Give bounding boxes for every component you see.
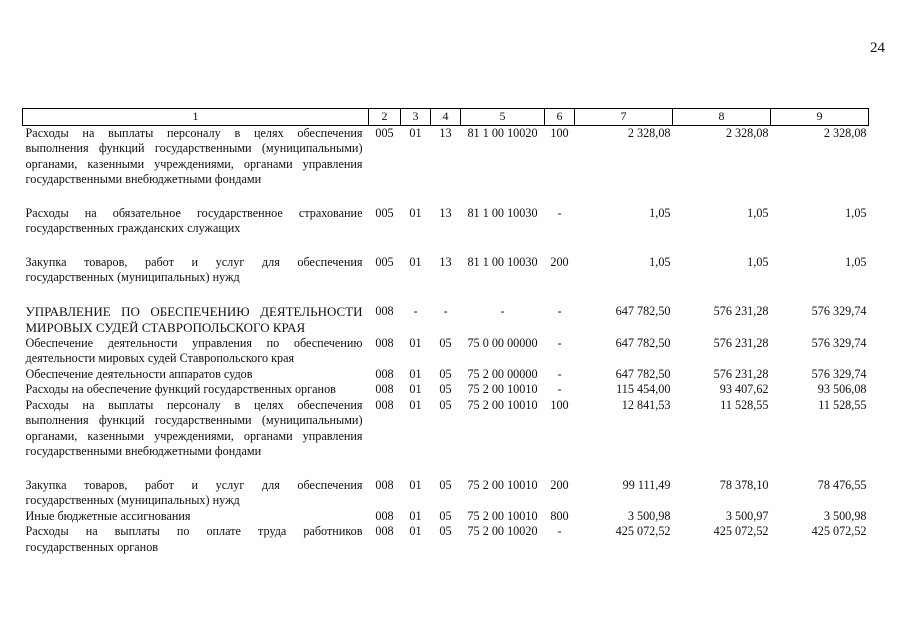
subsection-code: - <box>443 303 448 318</box>
section-code: 01 <box>409 254 422 269</box>
target-article-code: - <box>500 303 505 318</box>
expense-type-code: - <box>557 366 562 381</box>
subsection-code: 05 <box>439 524 452 538</box>
expense-type-code: 200 <box>550 477 569 492</box>
section-code: 01 <box>409 125 422 140</box>
table-row <box>23 509 869 525</box>
column-header-6: 6 <box>545 109 575 126</box>
table-header-row <box>23 109 869 126</box>
amount-col-8: 93 407,62 <box>719 382 769 396</box>
expense-type-code: - <box>557 524 562 538</box>
amount-col-9: 576 329,74 <box>811 366 867 381</box>
expense-type-code: 100 <box>550 397 569 412</box>
amount-col-7: 1,05 <box>649 205 671 220</box>
ministry-code: 008 <box>375 508 394 523</box>
table-row <box>23 125 869 188</box>
target-article-code: 81 1 00 10030 <box>467 254 538 269</box>
amount-col-7: 12 841,53 <box>621 397 671 412</box>
ministry-code: 008 <box>375 477 394 492</box>
table-row <box>23 367 869 383</box>
amount-col-9: 425 072,52 <box>811 524 867 538</box>
target-article-code: 81 1 00 10030 <box>467 205 538 220</box>
target-article-code: 75 0 00 00000 <box>467 335 538 350</box>
amount-col-7: 425 072,52 <box>615 524 671 538</box>
amount-col-9: 11 528,55 <box>818 397 867 412</box>
column-header-8: 8 <box>673 109 771 126</box>
amount-col-7: 99 111,49 <box>622 477 671 492</box>
ministry-code: 005 <box>375 125 394 140</box>
subsection-code: 05 <box>439 366 452 381</box>
row-name: Закупка товаров, работ и услуг для обеспечения государственных (муниципальных) нужд <box>25 254 363 284</box>
section-code: 01 <box>409 508 422 523</box>
amount-col-9: 576 329,74 <box>811 303 867 318</box>
subsection-code: 05 <box>439 382 452 396</box>
target-article-code: 81 1 00 10020 <box>467 125 538 140</box>
expense-type-code: 800 <box>550 508 569 523</box>
target-article-code: 75 2 00 10020 <box>467 524 538 538</box>
target-article-code: 75 2 00 10010 <box>467 477 538 492</box>
ministry-code: 008 <box>375 397 394 412</box>
row-name: Расходы на обеспечение функций государственных органов <box>25 382 336 396</box>
amount-col-9: 78 476,55 <box>817 477 867 492</box>
row-name: Иные бюджетные ассигнования <box>25 508 191 523</box>
subsection-code: 05 <box>439 508 452 523</box>
target-article-code: 75 2 00 10010 <box>467 382 538 396</box>
amount-col-8: 1,05 <box>747 254 769 269</box>
column-header-2: 2 <box>369 109 401 126</box>
table-row <box>23 382 869 398</box>
section-code: 01 <box>409 477 422 492</box>
ministry-code: 008 <box>375 335 394 350</box>
amount-col-9: 576 329,74 <box>811 335 867 350</box>
target-article-code: 75 2 00 10010 <box>467 508 538 523</box>
expense-type-code: - <box>557 205 562 220</box>
amount-col-8: 576 231,28 <box>713 366 769 381</box>
amount-col-7: 647 782,50 <box>615 335 671 350</box>
target-article-code: 75 2 00 10010 <box>467 397 538 412</box>
column-header-1: 1 <box>23 109 369 126</box>
table-row <box>23 460 869 509</box>
section-code: 01 <box>409 335 422 350</box>
table-row <box>23 286 869 336</box>
expense-type-code: - <box>557 382 562 396</box>
ministry-code: 008 <box>375 303 394 318</box>
ministry-code: 008 <box>375 524 394 538</box>
amount-col-8: 11 528,55 <box>720 397 769 412</box>
target-article-code: 75 2 00 00000 <box>467 366 538 381</box>
column-header-4: 4 <box>431 109 461 126</box>
row-name: Обеспечение деятельности управления по обеспечению деятельности мировых судей Ставропольского края <box>25 335 363 365</box>
amount-col-8: 576 231,28 <box>713 335 769 350</box>
amount-col-8: 78 378,10 <box>719 477 769 492</box>
table-row <box>23 524 869 555</box>
expense-type-code: 200 <box>550 254 569 269</box>
column-header-3: 3 <box>401 109 431 126</box>
row-name: Обеспечение деятельности аппаратов судов <box>25 366 253 381</box>
column-header-5: 5 <box>461 109 545 126</box>
ministry-code: 008 <box>375 382 394 396</box>
section-code: 01 <box>409 524 422 538</box>
amount-col-7: 2 328,08 <box>627 125 671 140</box>
row-name: УПРАВЛЕНИЕ ПО ОБЕСПЕЧЕНИЮ ДЕЯТЕЛЬНОСТИ МИРОВЫХ СУДЕЙ СТАВРОПОЛЬСКОГО КРАЯ <box>25 303 363 335</box>
row-name: Закупка товаров, работ и услуг для обеспечения государственных (муниципальных) нужд <box>25 477 363 507</box>
amount-col-9: 3 500,98 <box>823 508 867 523</box>
subsection-code: 13 <box>439 254 452 269</box>
section-code: - <box>413 303 418 318</box>
subsection-code: 13 <box>439 205 452 220</box>
section-code: 01 <box>409 382 422 396</box>
column-header-7: 7 <box>575 109 673 126</box>
amount-col-9: 2 328,08 <box>823 125 867 140</box>
section-code: 01 <box>409 397 422 412</box>
ministry-code: 005 <box>375 205 394 220</box>
table-row <box>23 188 869 237</box>
column-header-9: 9 <box>771 109 869 126</box>
row-name: Расходы на обязательное государственное страхование государственных гражданских служащих <box>25 205 363 235</box>
amount-col-8: 2 328,08 <box>725 125 769 140</box>
expense-type-code: - <box>557 303 562 318</box>
subsection-code: 13 <box>439 125 452 140</box>
table-row <box>23 336 869 367</box>
amount-col-9: 1,05 <box>845 254 867 269</box>
amount-col-8: 3 500,97 <box>725 508 769 523</box>
amount-col-8: 1,05 <box>747 205 769 220</box>
amount-col-9: 1,05 <box>845 205 867 220</box>
subsection-code: 05 <box>439 477 452 492</box>
expense-type-code: 100 <box>550 125 569 140</box>
section-code: 01 <box>409 366 422 381</box>
amount-col-8: 576 231,28 <box>713 303 769 318</box>
subsection-code: 05 <box>439 397 452 412</box>
amount-col-7: 1,05 <box>649 254 671 269</box>
page-number: 24 <box>870 40 885 56</box>
row-name: Расходы на выплаты персоналу в целях обеспечения выполнения функций государственными (муниципальными) органами, казенными учреждениями, органами управления государственными внебюджетными фондами <box>25 397 363 458</box>
row-name: Расходы на выплаты персоналу в целях обеспечения выполнения функций государственными (муниципальными) органами, казенными учреждениями, органами управления государственными внебюджетными фондами <box>25 125 363 186</box>
table-row <box>23 237 869 286</box>
amount-col-7: 115 454,00 <box>616 382 671 396</box>
table-row <box>23 398 869 460</box>
ministry-code: 005 <box>375 254 394 269</box>
amount-col-7: 647 782,50 <box>615 303 671 318</box>
amount-col-7: 647 782,50 <box>615 366 671 381</box>
budget-table <box>22 108 869 555</box>
section-code: 01 <box>409 205 422 220</box>
expense-type-code: - <box>557 335 562 350</box>
ministry-code: 008 <box>375 366 394 381</box>
amount-col-9: 93 506,08 <box>817 382 867 396</box>
subsection-code: 05 <box>439 335 452 350</box>
amount-col-8: 425 072,52 <box>713 524 769 538</box>
row-name: Расходы на выплаты по оплате труда работников государственных органов <box>25 524 363 554</box>
amount-col-7: 3 500,98 <box>627 508 671 523</box>
